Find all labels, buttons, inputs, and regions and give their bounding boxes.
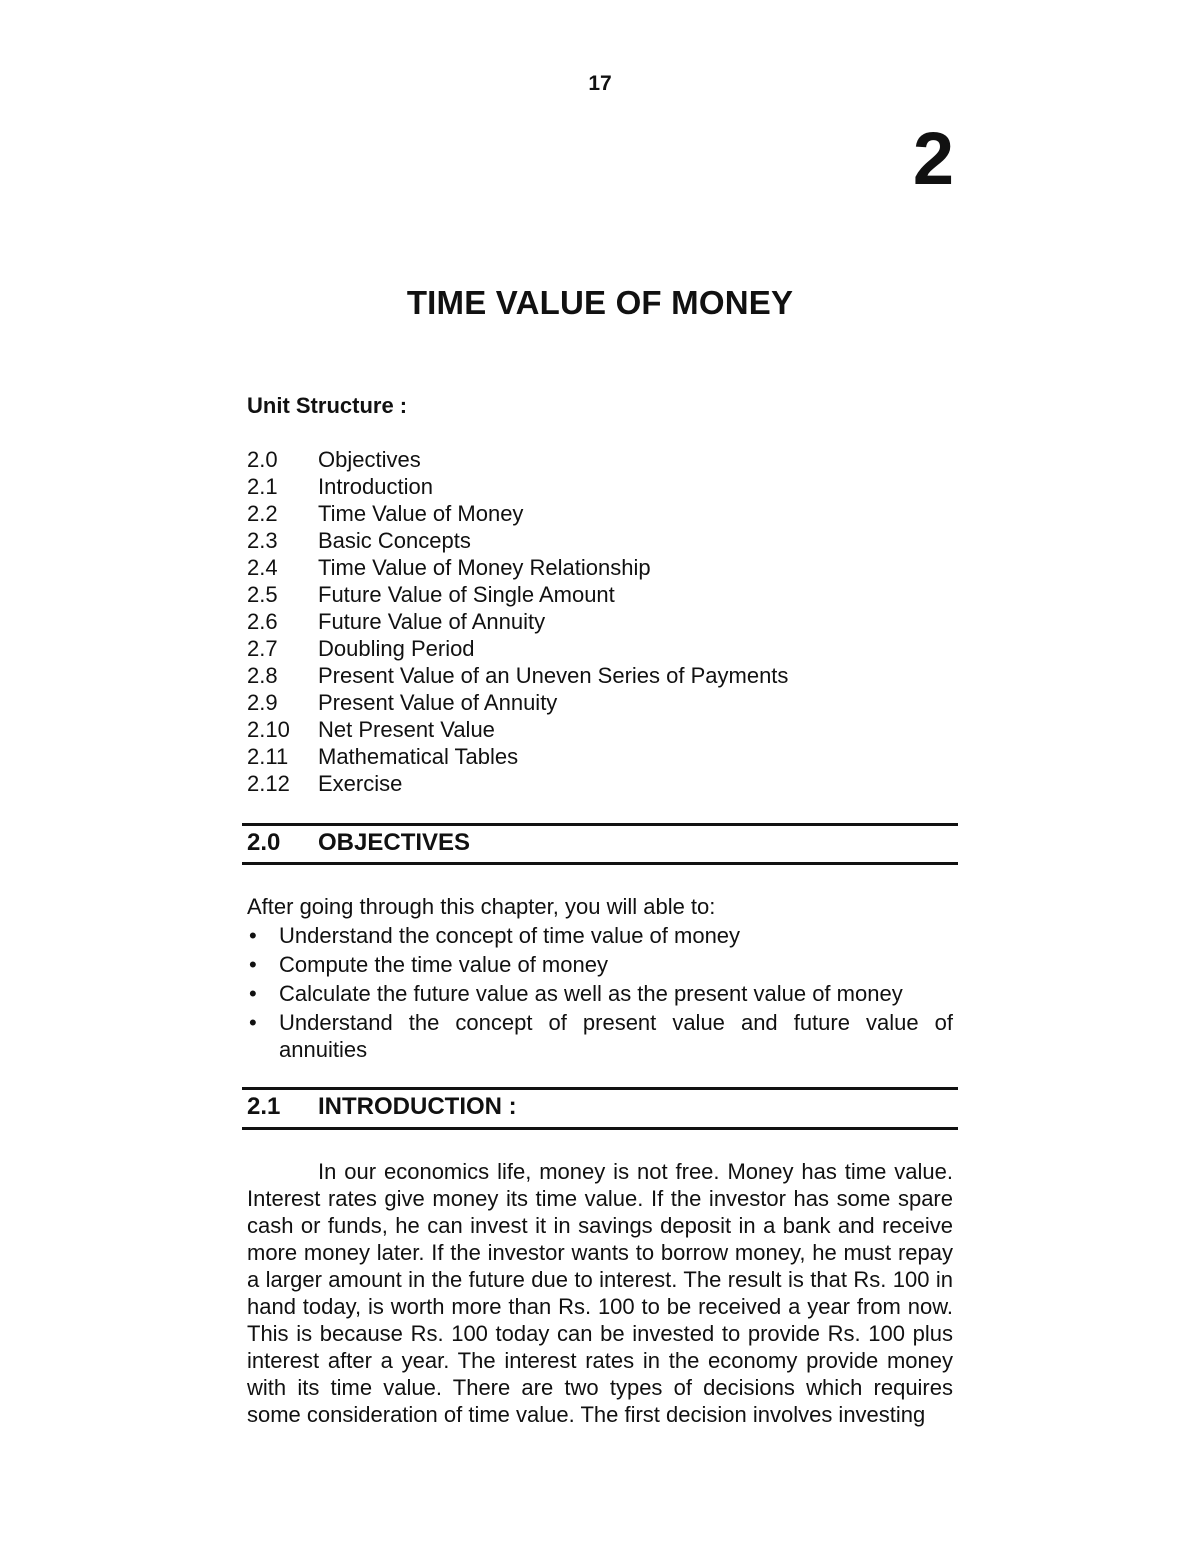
toc-item-number: 2.5 [247, 582, 278, 607]
toc-item-label: Time Value of Money Relationship [318, 555, 651, 580]
objectives-intro: After going through this chapter, you will able to: [247, 894, 716, 919]
toc-item-number: 2.2 [247, 501, 278, 526]
bullet-item: • Compute the time value of money [247, 951, 953, 978]
toc-item [247, 770, 947, 797]
page-number: 17 [588, 72, 612, 95]
toc-item [247, 527, 947, 554]
toc-item [247, 581, 947, 608]
toc-item-label: Future Value of Single Amount [318, 582, 615, 607]
toc-item [247, 689, 947, 716]
toc-item-label: Net Present Value [318, 717, 495, 742]
toc-item-label: Basic Concepts [318, 528, 471, 553]
toc-item [247, 554, 947, 581]
unit-structure-heading: Unit Structure : [247, 393, 408, 418]
toc-item [247, 500, 947, 527]
chapter-number: 2 [912, 117, 954, 200]
toc-item-label: Time Value of Money [318, 501, 524, 526]
section-heading-objectives [242, 823, 958, 865]
bullet-item: • Understand the concept of present value and future value of annuities [247, 1009, 953, 1063]
toc-item-label: Exercise [318, 771, 403, 796]
toc-item-number: 2.9 [247, 690, 278, 715]
section-heading-introduction [242, 1087, 958, 1130]
toc-item-number: 2.6 [247, 609, 278, 634]
bullet-item: • Understand the concept of time value of money [247, 922, 953, 949]
toc-item-number: 2.10 [247, 717, 290, 742]
toc-item-label: Objectives [318, 447, 421, 472]
toc-item-label: Future Value of Annuity [318, 609, 546, 634]
toc-item [247, 635, 947, 662]
toc-item-label: Introduction [318, 474, 433, 499]
introduction-paragraph: In our economics life, money is not free. Money has time value. Interest rates give money its time value. If the investor has some spare cash or funds, he can invest it in savings deposit in a bank and receive more money later. If the investor wants to borrow money, he must repay a larger amount in the future due to interest. The result is that Rs. 100 in hand today, is worth more than Rs. 100 to be received a year from now. This is because Rs. 100 today can be invested to provide Rs. 100 plus interest after a year. The interest rates in the economy provide money with its time value. There are two types of decisions which requires some consideration of time value. The first decision involves investing [247, 1159, 953, 1427]
toc-item-label: Present Value of an Uneven Series of Payments [318, 663, 789, 688]
toc-item [247, 662, 947, 689]
toc-item-number: 2.0 [247, 447, 278, 472]
toc-item-number: 2.11 [247, 744, 289, 769]
toc-item-number: 2.1 [247, 474, 278, 499]
section-heading-text [247, 829, 470, 857]
unit-structure-list [247, 446, 947, 797]
toc-item [247, 446, 947, 473]
section-number: 2.1 [247, 1093, 281, 1120]
toc-item-number: 2.4 [247, 555, 278, 580]
toc-item [247, 743, 947, 770]
section-title: INTRODUCTION : [318, 1093, 517, 1120]
section-title: OBJECTIVES [318, 829, 471, 856]
bullet-item: • Calculate the future value as well as the present value of money [247, 980, 953, 1007]
toc-item-number: 2.12 [247, 771, 290, 796]
toc-item [247, 608, 947, 635]
objectives-bullet-list [247, 922, 953, 1065]
toc-item-label: Mathematical Tables [318, 744, 519, 769]
toc-item [247, 716, 947, 743]
chapter-title: TIME VALUE OF MONEY [406, 284, 794, 321]
section-heading-text [247, 1093, 517, 1121]
toc-item-label: Doubling Period [318, 636, 475, 661]
toc-item-number: 2.8 [247, 663, 278, 688]
toc-item [247, 473, 947, 500]
section-number: 2.0 [247, 829, 281, 856]
toc-item-number: 2.7 [247, 636, 278, 661]
toc-item-label: Present Value of Annuity [318, 690, 558, 715]
toc-item-number: 2.3 [247, 528, 278, 553]
